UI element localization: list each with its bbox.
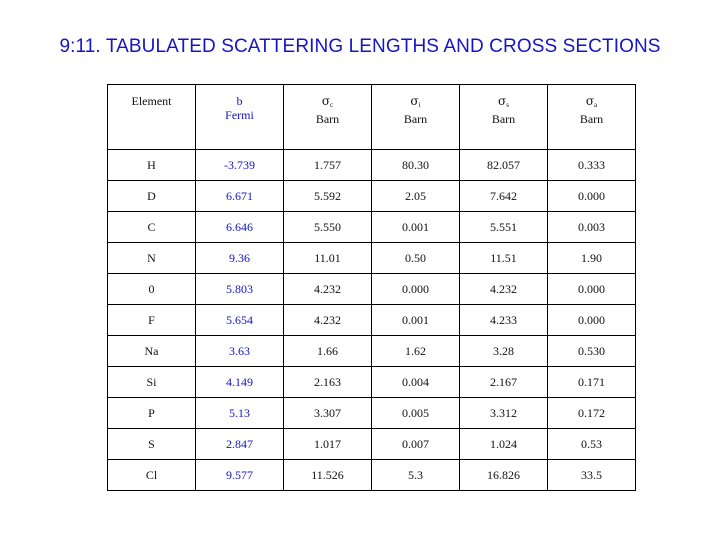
header-b-symbol: b	[236, 94, 243, 108]
table-row	[108, 336, 636, 367]
header-sigma-c-sub: c	[330, 101, 334, 109]
header-element-label: Element	[131, 94, 172, 108]
header-sigma-c-unit: Barn	[315, 112, 340, 126]
table-row	[108, 181, 636, 212]
cell-b: 9.577	[196, 460, 284, 491]
header-sigma-i-unit: Barn	[403, 112, 428, 126]
table-row	[108, 460, 636, 491]
cell-sigma-i: 0.50	[372, 243, 460, 274]
cell-sigma-i: 0.001	[372, 212, 460, 243]
header-sigma-s-symbol: σ	[498, 94, 507, 108]
slide-title: 9:11. TABULATED SCATTERING LENGTHS AND CROSS SECTIONS	[59, 36, 661, 57]
header-element	[108, 85, 196, 150]
cell-b: 5.13	[196, 398, 284, 429]
cell-b: 6.671	[196, 181, 284, 212]
cell-element: C	[108, 212, 196, 243]
cell-sigma-c: 11.526	[284, 460, 372, 491]
cell-sigma-a: 33.5	[548, 460, 636, 491]
cell-sigma-i: 1.62	[372, 336, 460, 367]
cell-sigma-c: 4.232	[284, 305, 372, 336]
cell-sigma-a: 0.333	[548, 150, 636, 181]
cell-b: 4.149	[196, 367, 284, 398]
table-row	[108, 429, 636, 460]
cell-b: 5.803	[196, 274, 284, 305]
scattering-table	[107, 84, 636, 491]
table-row	[108, 305, 636, 336]
cell-sigma-s: 1.024	[460, 429, 548, 460]
cell-sigma-i: 80.30	[372, 150, 460, 181]
header-sigma-c	[284, 85, 372, 150]
cell-sigma-c: 2.163	[284, 367, 372, 398]
cell-sigma-s: 3.312	[460, 398, 548, 429]
table-row	[108, 274, 636, 305]
cell-sigma-i: 0.001	[372, 305, 460, 336]
cell-sigma-a: 1.90	[548, 243, 636, 274]
cell-sigma-c: 5.550	[284, 212, 372, 243]
cell-element: Cl	[108, 460, 196, 491]
cell-sigma-a: 0.171	[548, 367, 636, 398]
cell-sigma-s: 16.826	[460, 460, 548, 491]
cell-element: F	[108, 305, 196, 336]
cell-b: -3.739	[196, 150, 284, 181]
cell-element: Na	[108, 336, 196, 367]
cell-element: N	[108, 243, 196, 274]
cell-sigma-c: 1.757	[284, 150, 372, 181]
cell-sigma-i: 0.007	[372, 429, 460, 460]
table-header-row	[108, 85, 636, 150]
cell-sigma-c: 1.017	[284, 429, 372, 460]
cell-sigma-s: 4.232	[460, 274, 548, 305]
table-row	[108, 243, 636, 274]
header-sigma-s-unit: Barn	[491, 112, 516, 126]
cell-element: 0	[108, 274, 196, 305]
cell-sigma-c: 3.307	[284, 398, 372, 429]
cell-b: 3.63	[196, 336, 284, 367]
table-row	[108, 150, 636, 181]
cell-sigma-a: 0.003	[548, 212, 636, 243]
cell-sigma-i: 5.3	[372, 460, 460, 491]
cell-b: 2.847	[196, 429, 284, 460]
cell-sigma-c: 11.01	[284, 243, 372, 274]
cell-sigma-s: 2.167	[460, 367, 548, 398]
cell-element: S	[108, 429, 196, 460]
header-sigma-i	[372, 85, 460, 150]
cell-b: 9.36	[196, 243, 284, 274]
cell-sigma-a: 0.000	[548, 305, 636, 336]
cell-sigma-i: 2.05	[372, 181, 460, 212]
header-sigma-a-unit: Barn	[579, 112, 604, 126]
header-sigma-s	[460, 85, 548, 150]
header-sigma-i-symbol: σ	[410, 94, 419, 108]
cell-element: Si	[108, 367, 196, 398]
cell-element: H	[108, 150, 196, 181]
table-row	[108, 367, 636, 398]
cell-sigma-s: 4.233	[460, 305, 548, 336]
cell-sigma-a: 0.000	[548, 274, 636, 305]
header-sigma-s-sub: s	[506, 101, 509, 109]
table-row	[108, 398, 636, 429]
header-sigma-a-sub: a	[594, 101, 598, 109]
cell-sigma-i: 0.000	[372, 274, 460, 305]
cell-sigma-a: 0.172	[548, 398, 636, 429]
cell-sigma-a: 0.53	[548, 429, 636, 460]
cell-sigma-s: 5.551	[460, 212, 548, 243]
cell-element: P	[108, 398, 196, 429]
cell-element: D	[108, 181, 196, 212]
cell-sigma-c: 1.66	[284, 336, 372, 367]
cell-b: 6.646	[196, 212, 284, 243]
cell-sigma-i: 0.004	[372, 367, 460, 398]
header-sigma-c-symbol: σ	[321, 94, 331, 108]
cell-sigma-s: 82.057	[460, 150, 548, 181]
cell-sigma-i: 0.005	[372, 398, 460, 429]
header-b	[196, 85, 284, 150]
cell-sigma-s: 7.642	[460, 181, 548, 212]
header-b-unit: Fermi	[225, 108, 254, 122]
cell-sigma-c: 5.592	[284, 181, 372, 212]
cell-b: 5.654	[196, 305, 284, 336]
header-sigma-a-symbol: σ	[585, 94, 595, 108]
cell-sigma-s: 3.28	[460, 336, 548, 367]
header-sigma-i-sub: i	[418, 101, 421, 109]
cell-sigma-s: 11.51	[460, 243, 548, 274]
header-sigma-a	[548, 85, 636, 150]
cell-sigma-a: 0.530	[548, 336, 636, 367]
cell-sigma-a: 0.000	[548, 181, 636, 212]
cell-sigma-c: 4.232	[284, 274, 372, 305]
table-row	[108, 212, 636, 243]
